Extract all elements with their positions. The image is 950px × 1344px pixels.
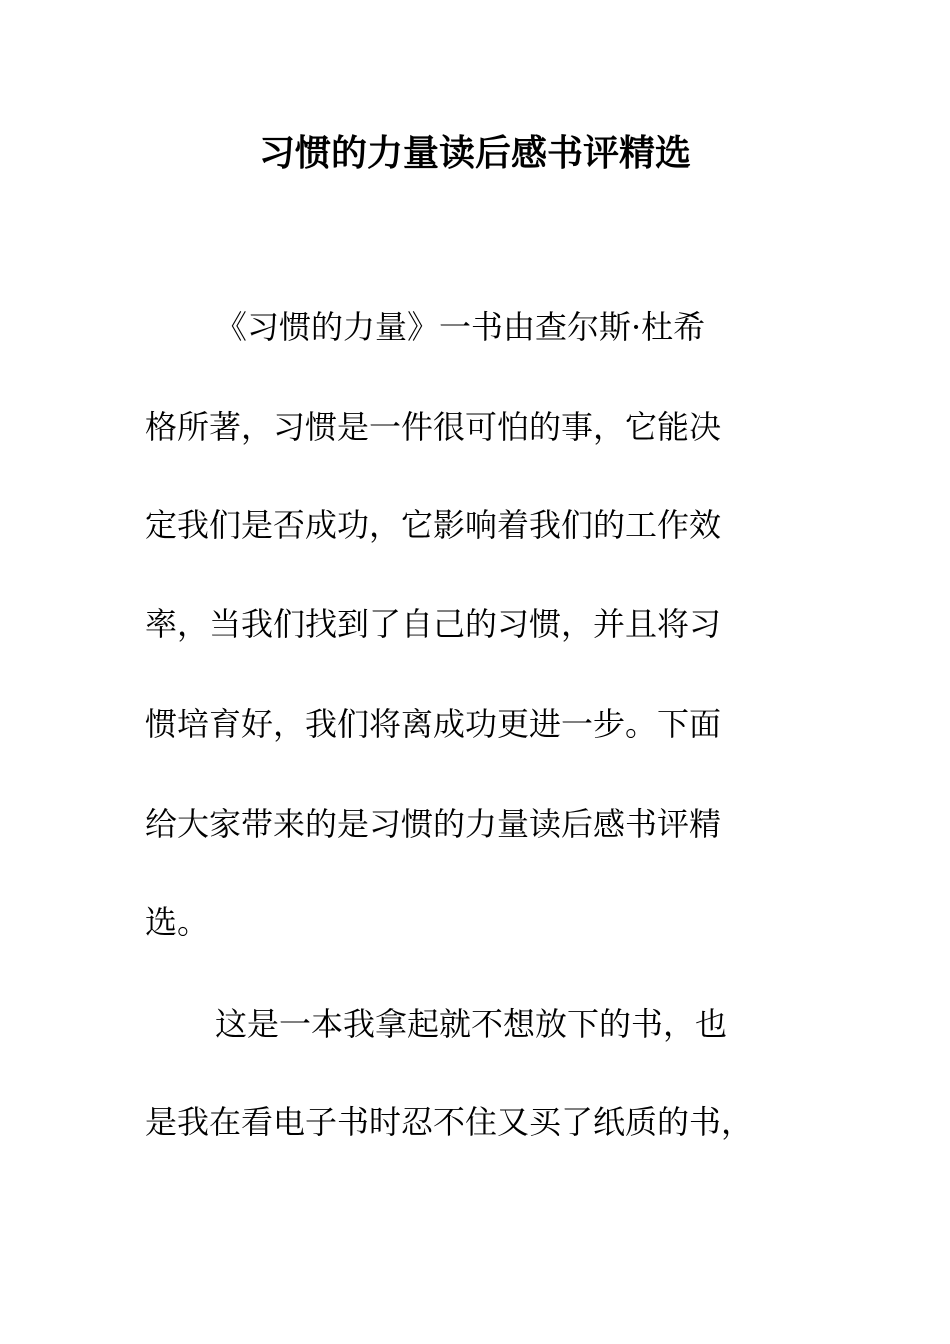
paragraph-1-line-5: 惯培育好，我们将离成功更进一步。下面 xyxy=(145,705,722,743)
paragraph-1-line-3: 定我们是否成功，它影响着我们的工作效 xyxy=(145,506,722,544)
paragraph-2-line-1: 这是一本我拿起就不想放下的书，也 xyxy=(215,1005,728,1043)
paragraph-1-line-7: 选。 xyxy=(145,903,210,941)
paragraph-1-line-6: 给大家带来的是习惯的力量读后感书评精 xyxy=(145,805,722,843)
paragraph-1-line-4: 率，当我们找到了自己的习惯，并且将习 xyxy=(145,605,722,643)
paragraph-1-line-1: 《习惯的力量》一书由查尔斯·杜希 xyxy=(215,308,706,346)
paragraph-2-line-2: 是我在看电子书时忍不住又买了纸质的书， xyxy=(145,1103,754,1141)
document-title: 习惯的力量读后感书评精选 xyxy=(258,132,691,174)
paragraph-1-line-2: 格所著，习惯是一件很可怕的事，它能决 xyxy=(145,408,722,446)
